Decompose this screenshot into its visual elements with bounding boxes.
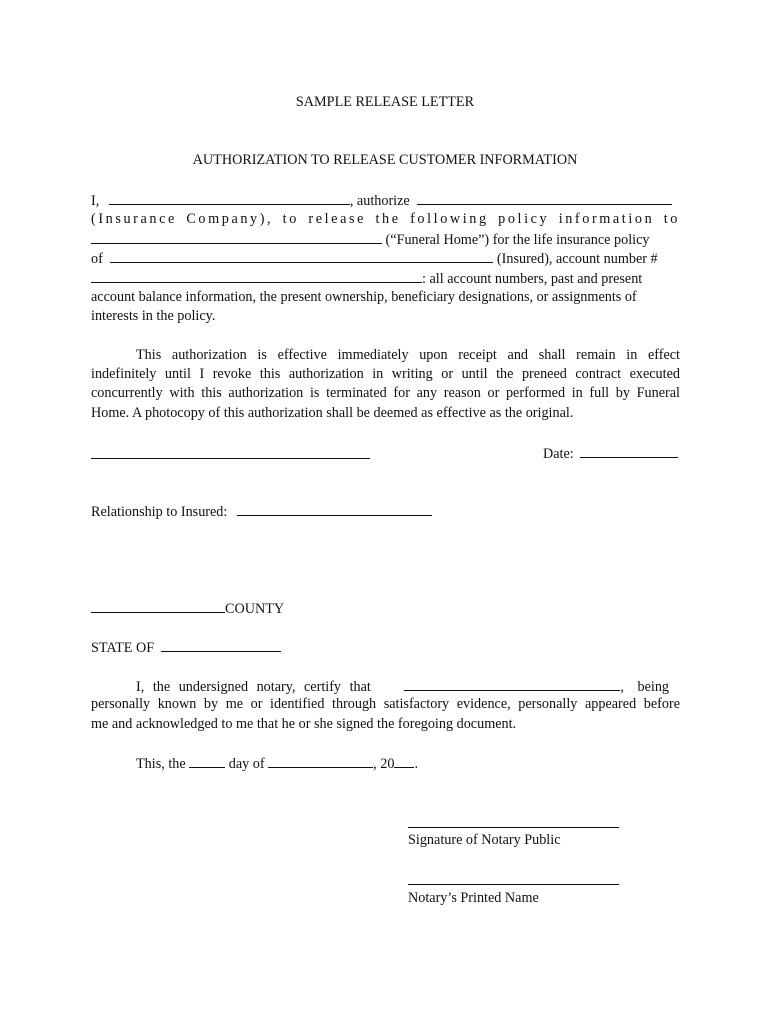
date-label: Date: <box>543 446 574 462</box>
day-blank[interactable] <box>189 754 225 768</box>
para1-line7: interests in the policy. <box>91 308 216 324</box>
text-period: . <box>414 756 418 772</box>
para1-line4 <box>91 249 680 269</box>
para1-line3 <box>91 230 680 250</box>
para2-line4: Home. A photocopy of this authorization shall be deemed as effective as the original. <box>91 405 574 421</box>
text-year-prefix: , 20 <box>373 756 395 772</box>
insurance-company-blank[interactable] <box>417 191 672 205</box>
text-insured: (Insured), account number # <box>496 251 658 267</box>
state-label: STATE OF <box>91 640 155 656</box>
document-subtitle: AUTHORIZATION TO RELEASE CUSTOMER INFORMATION <box>192 152 578 168</box>
state-blank[interactable] <box>161 638 281 652</box>
year-blank[interactable] <box>394 754 414 768</box>
text-account-numbers: : all account numbers, past and present <box>422 271 643 287</box>
text-being: , being <box>620 679 670 695</box>
notary-line3: me and acknowledged to me that he or she signed the foregoing document. <box>91 716 517 732</box>
funeral-home-blank[interactable] <box>91 230 382 244</box>
document-title: SAMPLE RELEASE LETTER <box>295 94 475 110</box>
text-funeral-home: (“Funeral Home”) for the life insurance policy <box>385 232 650 248</box>
notary-signature-line[interactable] <box>408 827 619 828</box>
insured-blank[interactable] <box>110 249 493 263</box>
text-notary-certify: I, the undersigned notary, certify that <box>136 679 371 695</box>
county-blank[interactable] <box>91 599 225 613</box>
notary-line2: personally known by me or identified through satisfactory evidence, personally appeared before <box>91 696 680 712</box>
date-sworn-line <box>136 754 418 773</box>
date-blank[interactable] <box>580 444 678 458</box>
text-of: of <box>91 251 103 267</box>
notary-signature-label: Signature of Notary Public <box>408 832 561 848</box>
relationship-label: Relationship to Insured: <box>91 504 228 520</box>
para1-line5 <box>91 269 680 289</box>
relationship-blank[interactable] <box>237 502 432 516</box>
para2-line1: This authorization is effective immediately upon receipt and shall remain in effect <box>136 347 680 363</box>
notary-printed-name-label: Notary’s Printed Name <box>408 890 539 906</box>
para2-line3: concurrently with this authorization is terminated for any reason or performed in full by Funeral <box>91 385 680 401</box>
date-field <box>543 444 678 463</box>
notary-line1 <box>136 677 680 697</box>
para1-line2: (Insurance Company), to release the following policy information to <box>91 211 680 227</box>
notary-person-blank[interactable] <box>404 677 620 691</box>
state-field <box>91 638 281 657</box>
text-this-the: This, the <box>136 756 186 772</box>
para1-line1 <box>91 191 680 211</box>
signature-line[interactable] <box>91 458 370 459</box>
county-label: COUNTY <box>225 601 285 617</box>
para2-line2: indefinitely until I revoke this authorization in writing or until the preneed contract executed <box>91 366 680 382</box>
county-field <box>91 599 284 618</box>
text-authorize: , authorize <box>349 193 410 209</box>
para1-line6: account balance information, the present ownership, beneficiary designations, or assignments of <box>91 289 637 305</box>
month-blank[interactable] <box>268 754 373 768</box>
relationship-field <box>91 502 432 521</box>
account-number-blank[interactable] <box>91 269 422 283</box>
text-i: I, <box>91 193 100 209</box>
name-blank[interactable] <box>109 191 350 205</box>
notary-printed-name-line[interactable] <box>408 884 619 885</box>
text-day-of: day of <box>228 756 265 772</box>
